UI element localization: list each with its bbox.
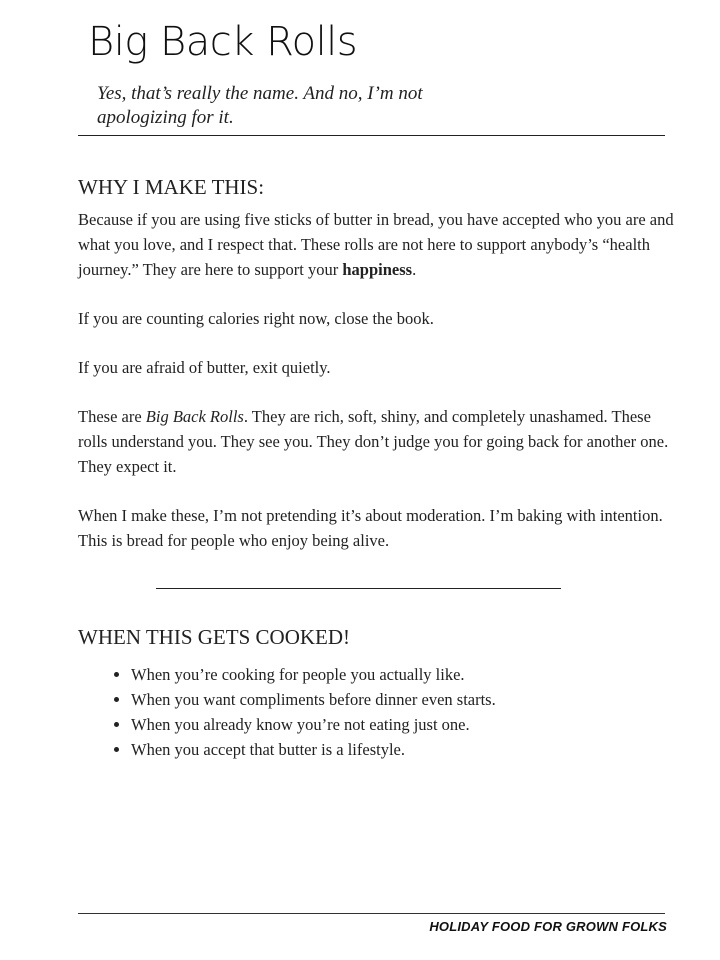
why-paragraph-3: If you are afraid of butter, exit quietly.	[78, 358, 331, 377]
why-paragraph-5: When I make these, I’m not pretending it’s about moderation. I’m baking with intention. This is bread for people who enjoy being alive.	[78, 506, 663, 550]
header-divider	[78, 135, 665, 136]
why-paragraph-1-bold: happiness	[342, 260, 413, 279]
page-subtitle: Yes, that’s really the name. And no, I’m not apologizing for it.	[97, 83, 423, 128]
why-paragraph-2: If you are counting calories right now, close the book.	[78, 309, 434, 328]
list-item: • When you accept that butter is a lifestyle.	[131, 737, 496, 762]
section-divider	[156, 588, 561, 589]
why-paragraph-1	[78, 207, 674, 282]
why-section-body	[78, 207, 674, 577]
when-section-heading: WHEN THIS GETS COOKED!	[78, 625, 351, 649]
why-paragraph-1-end: .	[412, 260, 417, 279]
when-list	[78, 662, 496, 762]
why-paragraph-4-italic: Big Back Rolls	[145, 407, 244, 426]
why-paragraph-4-rest: . They are rich, soft, shiny, and completely unashamed. These rolls understand you. They see you. They don’t judge you for going back for another one. They expect it.	[78, 407, 669, 476]
footer-divider	[78, 913, 665, 914]
list-item: • When you’re cooking for people you actually like.	[131, 662, 496, 687]
why-paragraph-4	[78, 404, 674, 479]
why-paragraph-1-text: Because if you are using five sticks of butter in bread, you have accepted who you are and what you love, and I respect that. These rolls are not here to support anybody’s “health journey.” They are here to support your	[78, 210, 674, 279]
page-title: Big Back Rolls	[88, 19, 358, 65]
why-section-heading: WHY I MAKE THIS:	[78, 175, 265, 199]
footer-label: HOLIDAY FOOD FOR GROWN FOLKS	[429, 919, 667, 934]
list-item: • When you want compliments before dinner even starts.	[131, 687, 496, 712]
list-item: • When you already know you’re not eating just one.	[131, 712, 496, 737]
why-paragraph-4-start: These are	[78, 407, 146, 426]
